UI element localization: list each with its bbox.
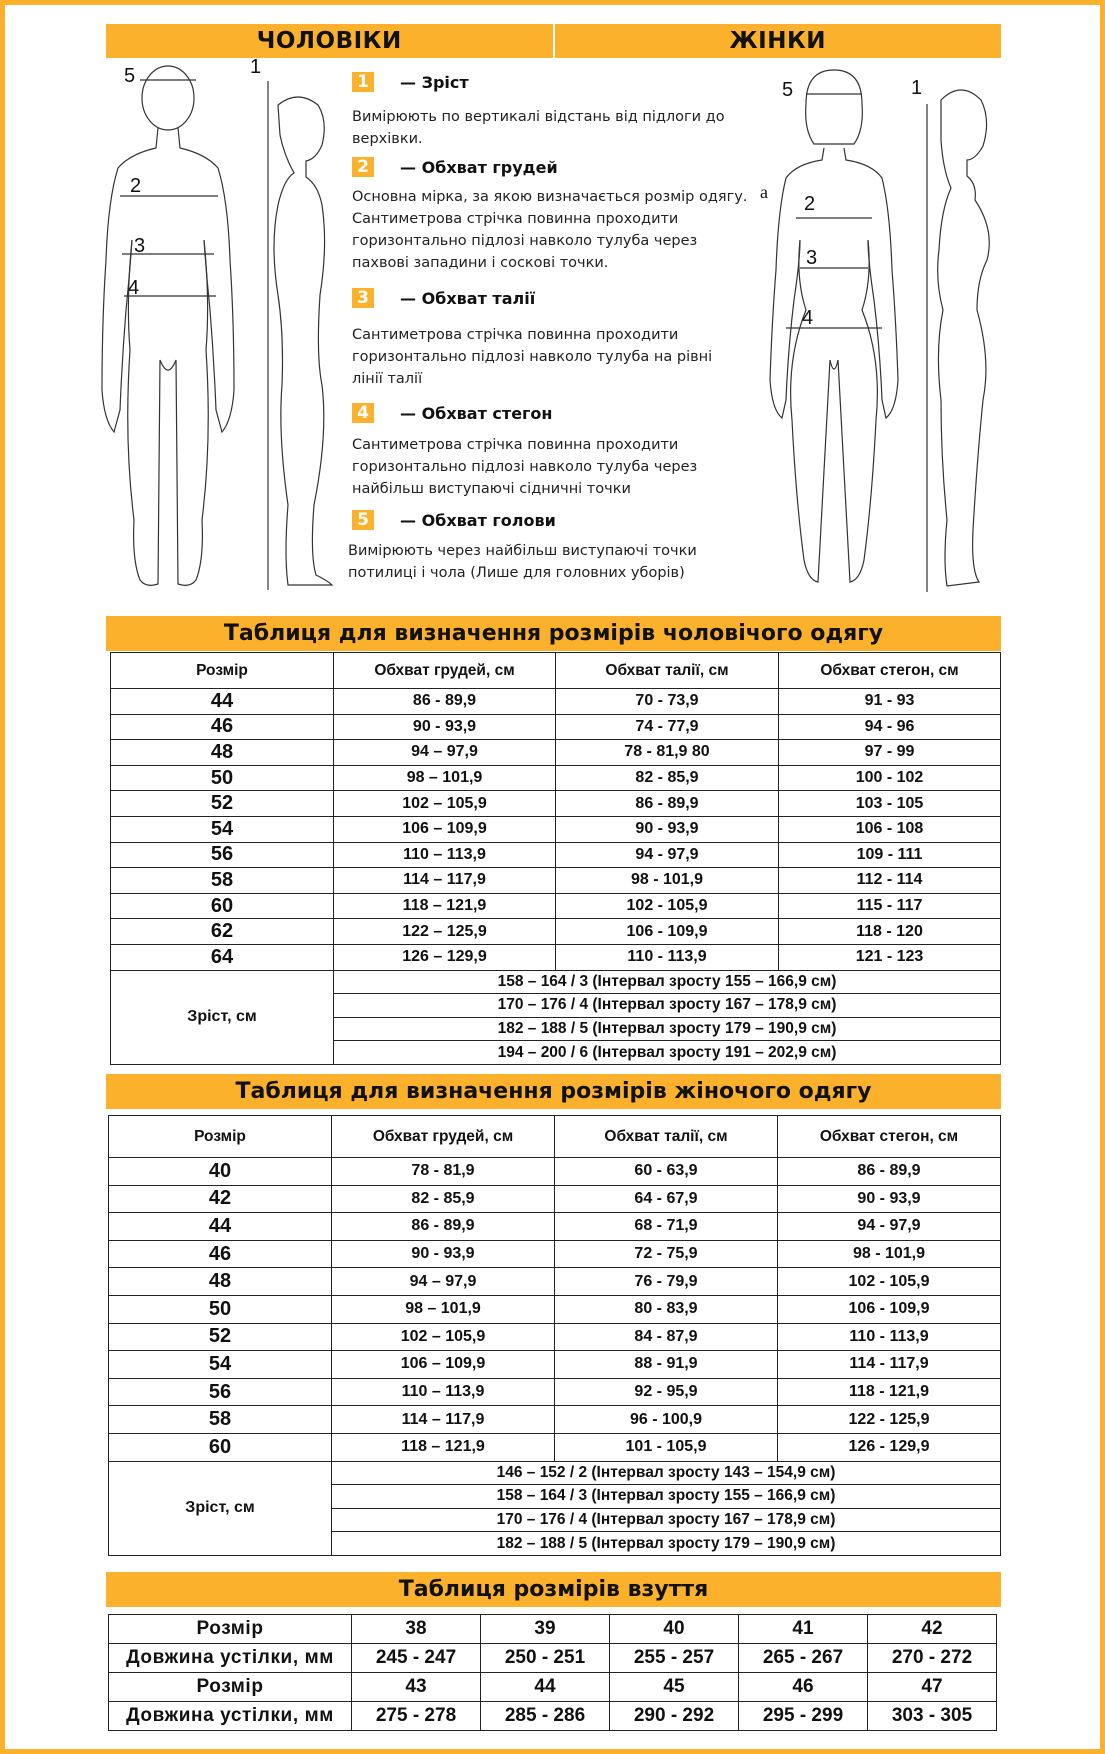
- table-row: [109, 1240, 1001, 1268]
- women-height-value: 170 – 176 / 4 (Інтервал зросту 167 – 178,9 см): [332, 1508, 1001, 1532]
- women-cell: 90 - 93,9: [332, 1240, 555, 1268]
- men-cell: 64: [111, 944, 334, 970]
- men-cell: 50: [111, 765, 334, 791]
- women-header-0: Розмір: [109, 1116, 332, 1158]
- shoe-size-cell: 43: [352, 1673, 481, 1702]
- men-cell: 106 - 109,9: [556, 919, 779, 945]
- men-cell: 94 – 97,9: [334, 740, 556, 766]
- men-cell: 58: [111, 868, 334, 894]
- men-cell: 106 – 109,9: [334, 816, 556, 842]
- table-row: [111, 816, 1001, 842]
- instruction-3-text: Сантиметрова стрічка повинна проходити горизонтально підлозі навколо тулуба на рівні лінії талії: [352, 327, 713, 387]
- women-cell: 96 - 100,9: [555, 1406, 778, 1434]
- women-size-table: [108, 1115, 1001, 1556]
- men-cell: 48: [111, 740, 334, 766]
- male-label-3: 3: [134, 235, 146, 257]
- table-row: [111, 689, 1001, 715]
- shoe-insole-cell: 255 - 257: [610, 1644, 739, 1673]
- men-size-table: [110, 652, 1001, 1065]
- women-height-label: Зріст, см: [109, 1461, 332, 1555]
- women-cell: 118 - 121,9: [778, 1378, 1001, 1406]
- instruction-4-label: — Обхват стегон: [400, 403, 553, 423]
- table-row: [109, 1295, 1001, 1323]
- instruction-4-title: [352, 403, 552, 423]
- shoe-size-cell: 41: [739, 1615, 868, 1644]
- women-header-row: [109, 1116, 1001, 1158]
- women-cell: 86 - 89,9: [778, 1158, 1001, 1186]
- women-cell: 46: [109, 1240, 332, 1268]
- men-cell: 44: [111, 689, 334, 715]
- female-label-3: 3: [806, 247, 818, 269]
- shoe-size-cell: 38: [352, 1615, 481, 1644]
- men-height-value: 194 – 200 / 6 (Інтервал зросту 191 – 202,9 см): [334, 1041, 1001, 1065]
- shoe-size-table: [108, 1614, 997, 1731]
- men-cell: 90 - 93,9: [556, 816, 779, 842]
- instruction-1-text: Вимірюють по вертикалі відстань від підлоги до верхівки.: [352, 109, 725, 147]
- women-header-1: Обхват грудей, см: [332, 1116, 555, 1158]
- women-header-2: Обхват талії, см: [555, 1116, 778, 1158]
- women-cell: 84 - 87,9: [555, 1323, 778, 1351]
- instruction-2-title: [352, 157, 558, 177]
- women-cell: 98 – 101,9: [332, 1295, 555, 1323]
- instruction-1-label: — Зріст: [400, 72, 469, 92]
- men-cell: 98 – 101,9: [334, 765, 556, 791]
- shoe-insole-cell: 290 - 292: [610, 1702, 739, 1731]
- men-cell: 54: [111, 816, 334, 842]
- men-cell: 70 - 73,9: [556, 689, 779, 715]
- female-front-figure: [756, 60, 916, 600]
- shoe-size-cell: 42: [868, 1615, 997, 1644]
- gender-header: [106, 24, 1001, 58]
- women-cell: 102 – 105,9: [332, 1323, 555, 1351]
- men-height-value: 170 – 176 / 4 (Інтервал зросту 167 – 178,9 см): [334, 994, 1001, 1018]
- table-row: [111, 842, 1001, 868]
- men-cell: 109 - 111: [779, 842, 1001, 868]
- men-cell: 110 – 113,9: [334, 842, 556, 868]
- shoe-insole-cell: 295 - 299: [739, 1702, 868, 1731]
- men-cell: 122 – 125,9: [334, 919, 556, 945]
- women-cell: 90 - 93,9: [778, 1185, 1001, 1213]
- women-cell: 40: [109, 1158, 332, 1186]
- women-height-value: 146 – 152 / 2 (Інтервал зросту 143 – 154,9 см): [332, 1461, 1001, 1485]
- female-label-2: 2: [804, 193, 816, 215]
- women-cell: 86 - 89,9: [332, 1213, 555, 1241]
- men-cell: 94 - 96: [779, 714, 1001, 740]
- men-cell: 46: [111, 714, 334, 740]
- women-cell: 48: [109, 1268, 332, 1296]
- men-cell: 103 - 105: [779, 791, 1001, 817]
- table-row: [109, 1378, 1001, 1406]
- men-cell: 118 - 120: [779, 919, 1001, 945]
- female-label-4: 4: [802, 307, 814, 329]
- men-cell: 121 - 123: [779, 944, 1001, 970]
- table-row: [111, 740, 1001, 766]
- table-row: [109, 1433, 1001, 1461]
- men-cell: 60: [111, 893, 334, 919]
- shoe-size-cell: 45: [610, 1673, 739, 1702]
- women-header-3: Обхват стегон, см: [778, 1116, 1001, 1158]
- men-cell: 97 - 99: [779, 740, 1001, 766]
- instruction-5-text: Вимірюють через найбільш виступаючі точки потилиці і чола (Лише для головних уборів): [348, 543, 697, 581]
- women-cell: 106 - 109,9: [778, 1295, 1001, 1323]
- women-cell: 102 - 105,9: [778, 1268, 1001, 1296]
- shoe-insole-cell: 303 - 305: [868, 1702, 997, 1731]
- women-cell: 64 - 67,9: [555, 1185, 778, 1213]
- men-header-1: Обхват грудей, см: [334, 653, 556, 689]
- men-header-row: [111, 653, 1001, 689]
- shoe-size-cell: 40: [610, 1615, 739, 1644]
- women-cell: 60: [109, 1433, 332, 1461]
- table-row: [111, 765, 1001, 791]
- men-cell: 114 – 117,9: [334, 868, 556, 894]
- men-cell: 86 - 89,9: [334, 689, 556, 715]
- shoe-size-cell: 46: [739, 1673, 868, 1702]
- women-cell: 82 - 85,9: [332, 1185, 555, 1213]
- table-row: [109, 1702, 997, 1731]
- women-cell: 68 - 71,9: [555, 1213, 778, 1241]
- shoe-size-label: Розмір: [109, 1615, 352, 1644]
- women-cell: 106 – 109,9: [332, 1351, 555, 1379]
- instruction-4-text: Сантиметрова стрічка повинна проходити горизонтально підлозі навколо тулуба через найбільш виступаючі сідничні точки: [352, 437, 698, 497]
- women-cell: 60 - 63,9: [555, 1158, 778, 1186]
- male-front-figure: [100, 60, 260, 600]
- women-cell: 88 - 91,9: [555, 1351, 778, 1379]
- women-cell: 50: [109, 1295, 332, 1323]
- men-table-title: Таблиця для визначення розмірів чоловічого одягу: [106, 616, 1001, 651]
- men-cell: 74 - 77,9: [556, 714, 779, 740]
- instruction-2-badge: 2: [352, 157, 374, 177]
- women-cell: 92 - 95,9: [555, 1378, 778, 1406]
- women-cell: 114 - 117,9: [778, 1351, 1001, 1379]
- table-row: [111, 893, 1001, 919]
- men-cell: 126 – 129,9: [334, 944, 556, 970]
- men-cell: 62: [111, 919, 334, 945]
- female-label-a: a: [760, 182, 768, 202]
- men-cell: 100 - 102: [779, 765, 1001, 791]
- men-height-value: 182 – 188 / 5 (Інтервал зросту 179 – 190,9 см): [334, 1017, 1001, 1041]
- men-cell: 102 – 105,9: [334, 791, 556, 817]
- women-cell: 126 - 129,9: [778, 1433, 1001, 1461]
- table-row: [111, 791, 1001, 817]
- male-label-1: 1: [250, 56, 262, 78]
- shoe-size-cell: 47: [868, 1673, 997, 1702]
- men-cell: 112 - 114: [779, 868, 1001, 894]
- men-cell: 52: [111, 791, 334, 817]
- men-height-label: Зріст, см: [111, 970, 334, 1064]
- table-row: [111, 919, 1001, 945]
- men-height-row: [111, 970, 1001, 994]
- women-cell: 56: [109, 1378, 332, 1406]
- table-row: [111, 944, 1001, 970]
- women-cell: 114 – 117,9: [332, 1406, 555, 1434]
- table-row: [109, 1351, 1001, 1379]
- women-height-value: 182 – 188 / 5 (Інтервал зросту 179 – 190,9 см): [332, 1532, 1001, 1556]
- instruction-1-badge: 1: [352, 72, 374, 92]
- shoe-insole-cell: 270 - 272: [868, 1644, 997, 1673]
- male-label-5: 5: [124, 65, 136, 87]
- women-height-value: 158 – 164 / 3 (Інтервал зросту 155 – 166,9 см): [332, 1485, 1001, 1509]
- table-row: [109, 1213, 1001, 1241]
- men-header-0: Розмір: [111, 653, 334, 689]
- shoe-insole-label: Довжина устілки, мм: [109, 1644, 352, 1673]
- shoe-insole-cell: 285 - 286: [481, 1702, 610, 1731]
- women-cell: 42: [109, 1185, 332, 1213]
- table-row: [109, 1406, 1001, 1434]
- men-cell: 102 - 105,9: [556, 893, 779, 919]
- women-cell: 94 – 97,9: [332, 1268, 555, 1296]
- shoe-insole-cell: 250 - 251: [481, 1644, 610, 1673]
- table-row: [109, 1615, 997, 1644]
- women-cell: 76 - 79,9: [555, 1268, 778, 1296]
- women-cell: 72 - 75,9: [555, 1240, 778, 1268]
- shoe-insole-cell: 275 - 278: [352, 1702, 481, 1731]
- shoe-insole-cell: 245 - 247: [352, 1644, 481, 1673]
- women-cell: 110 – 113,9: [332, 1378, 555, 1406]
- men-cell: 110 - 113,9: [556, 944, 779, 970]
- table-row: [111, 868, 1001, 894]
- women-cell: 98 - 101,9: [778, 1240, 1001, 1268]
- instruction-2-label: — Обхват грудей: [400, 157, 558, 177]
- table-row: [109, 1158, 1001, 1186]
- men-header-3: Обхват стегон, см: [779, 653, 1001, 689]
- women-cell: 101 - 105,9: [555, 1433, 778, 1461]
- table-row: [109, 1268, 1001, 1296]
- women-header: ЖІНКИ: [555, 24, 1002, 58]
- shoe-size-cell: 39: [481, 1615, 610, 1644]
- shoe-table-title: Таблиця розмірів взуття: [106, 1572, 1001, 1607]
- women-cell: 94 - 97,9: [778, 1213, 1001, 1241]
- instruction-3-badge: 3: [352, 288, 374, 308]
- men-header: ЧОЛОВІКИ: [106, 24, 555, 58]
- instruction-4-badge: 4: [352, 403, 374, 423]
- men-cell: 98 - 101,9: [556, 868, 779, 894]
- men-cell: 78 - 81,9 80: [556, 740, 779, 766]
- instruction-5-title: [352, 510, 556, 530]
- men-cell: 91 - 93: [779, 689, 1001, 715]
- women-cell: 118 – 121,9: [332, 1433, 555, 1461]
- women-height-row: [109, 1461, 1001, 1485]
- women-cell: 44: [109, 1213, 332, 1241]
- men-cell: 118 – 121,9: [334, 893, 556, 919]
- women-cell: 80 - 83,9: [555, 1295, 778, 1323]
- men-cell: 90 - 93,9: [334, 714, 556, 740]
- table-row: [109, 1323, 1001, 1351]
- women-cell: 110 - 113,9: [778, 1323, 1001, 1351]
- instruction-1-title: [352, 72, 469, 92]
- table-row: [109, 1185, 1001, 1213]
- men-height-value: 158 – 164 / 3 (Інтервал зросту 155 – 166,9 см): [334, 970, 1001, 994]
- women-cell: 78 - 81,9: [332, 1158, 555, 1186]
- table-row: [109, 1673, 997, 1702]
- women-table-title: Таблиця для визначення розмірів жіночого одягу: [106, 1074, 1001, 1109]
- instruction-5-badge: 5: [352, 510, 374, 530]
- male-label-4: 4: [128, 277, 140, 299]
- female-side-figure: [905, 60, 1000, 600]
- men-cell: 82 - 85,9: [556, 765, 779, 791]
- shoe-size-cell: 44: [481, 1673, 610, 1702]
- instruction-2-text: Основна мірка, за якою визначається розмір одягу. Сантиметрова стрічка повинна проходити горизонтально підлозі навколо тулуба через пахвові западини і соскові точки.: [352, 189, 748, 271]
- women-cell: 122 - 125,9: [778, 1406, 1001, 1434]
- instruction-3-label: — Обхват талії: [400, 288, 536, 308]
- women-cell: 54: [109, 1351, 332, 1379]
- female-label-5: 5: [782, 79, 794, 101]
- men-header-2: Обхват талії, см: [556, 653, 779, 689]
- women-cell: 58: [109, 1406, 332, 1434]
- instruction-5-label: — Обхват голови: [400, 510, 556, 530]
- men-cell: 86 - 89,9: [556, 791, 779, 817]
- shoe-insole-label: Довжина устілки, мм: [109, 1702, 352, 1731]
- shoe-insole-cell: 265 - 267: [739, 1644, 868, 1673]
- instruction-3-title: [352, 288, 535, 308]
- female-label-1: 1: [911, 77, 923, 99]
- women-cell: 52: [109, 1323, 332, 1351]
- shoe-size-label: Розмір: [109, 1673, 352, 1702]
- men-cell: 56: [111, 842, 334, 868]
- men-cell: 94 - 97,9: [556, 842, 779, 868]
- men-cell: 115 - 117: [779, 893, 1001, 919]
- men-cell: 106 - 108: [779, 816, 1001, 842]
- male-side-figure: [248, 55, 348, 600]
- table-row: [109, 1644, 997, 1673]
- male-label-2: 2: [130, 175, 142, 197]
- table-row: [111, 714, 1001, 740]
